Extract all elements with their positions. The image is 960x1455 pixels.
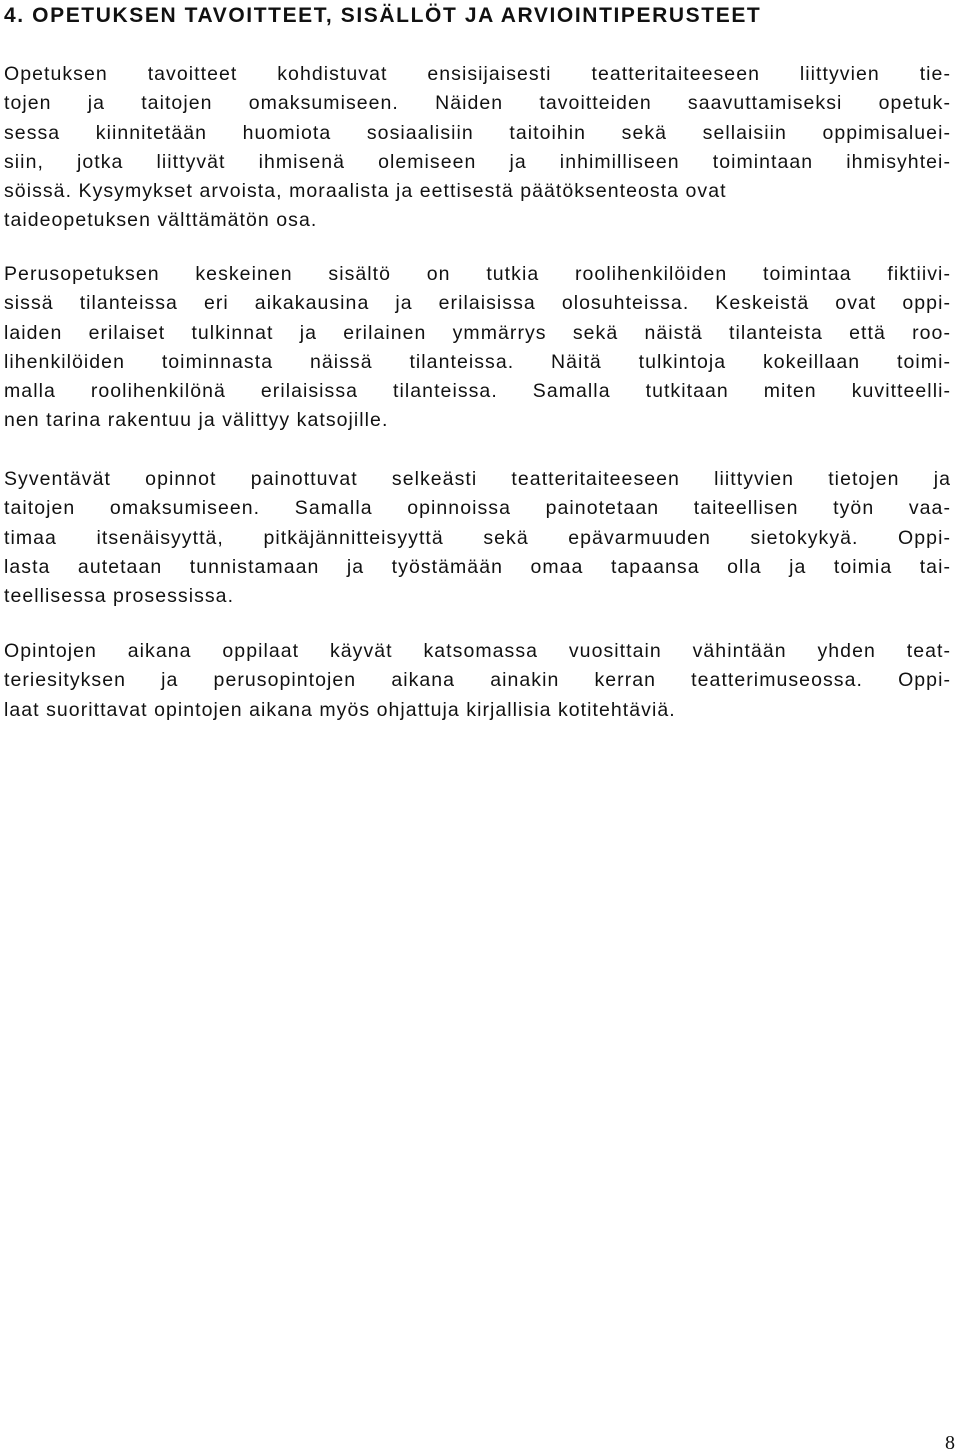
paragraph-basic-studies [4, 260, 951, 436]
text-line: malla roolihenkilönä erilaisissa tilanteissa. Samalla tutkitaan miten kuvitteelli- [4, 380, 951, 403]
text-line: lasta autetaan tunnistamaan ja työstämään omaa tapaansa olla ja toimia tai- [4, 555, 951, 578]
text-line: Perusopetuksen keskeinen sisältö on tutkia roolihenkilöiden toimintaa fiktiivi- [4, 263, 951, 285]
text-line: Opintojen aikana oppilaat käyvät katsomassa vuosittain vähintään yhden teat- [4, 640, 951, 662]
paragraph-theatre-visits [4, 637, 951, 725]
text-line: nen tarina rakentuu ja välittyy katsojille. [4, 409, 389, 432]
text-line: sissä tilanteissa eri aikakausina ja erilaisissa olosuhteissa. Keskeistä ovat oppi- [4, 292, 951, 315]
text-line: taitojen omaksumiseen. Samalla opinnoissa painotetaan taiteellisen työn vaa- [4, 497, 951, 520]
text-line: Syventävät opinnot painottuvat selkeästi teatteritaiteeseen liittyvien tietojen ja [4, 468, 951, 490]
page-number: 8 [945, 1432, 955, 1454]
text-line: söissä. Kysymykset arvoista, moraalista ja eettisestä päätöksenteosta ovat [4, 180, 727, 203]
text-line: timaa itsenäisyyttä, pitkäjännitteisyyttä sekä epävarmuuden sietokykyä. Oppi- [4, 526, 951, 549]
paragraph-objectives [4, 60, 951, 236]
paragraph-advanced-studies [4, 465, 951, 611]
text-line: Opetuksen tavoitteet kohdistuvat ensisijaisesti teatteritaiteeseen liittyvien tie- [4, 63, 951, 85]
text-line: sessa kiinnitetään huomiota sosiaalisiin taitoihin sekä sellaisiin oppimisaluei- [4, 121, 951, 144]
text-line: teellisessa prosessissa. [4, 585, 235, 608]
text-line: tojen ja taitojen omaksumiseen. Näiden tavoitteiden saavuttamiseksi opetuk- [4, 92, 951, 115]
text-line: taideopetuksen välttämätön osa. [4, 209, 318, 232]
section-heading: 4. OPETUKSEN TAVOITTEET, SISÄLLÖT JA ARVIOINTIPERUSTEET [4, 4, 762, 27]
text-line: teriesityksen ja perusopintojen aikana ainakin kerran teatterimuseossa. Oppi- [4, 669, 951, 692]
text-line: laat suorittavat opintojen aikana myös ohjattuja kirjallisia kotitehtäviä. [4, 698, 676, 721]
text-line: lihenkilöiden toiminnasta näissä tilanteissa. Näitä tulkintoja kokeillaan toimi- [4, 350, 951, 373]
text-line: laiden erilaiset tulkinnat ja erilainen ymmärrys sekä näistä tilanteista että roo- [4, 321, 951, 344]
text-line: siin, jotka liittyvät ihmisenä olemiseen ja inhimilliseen toimintaan ihmisyhtei- [4, 150, 951, 173]
